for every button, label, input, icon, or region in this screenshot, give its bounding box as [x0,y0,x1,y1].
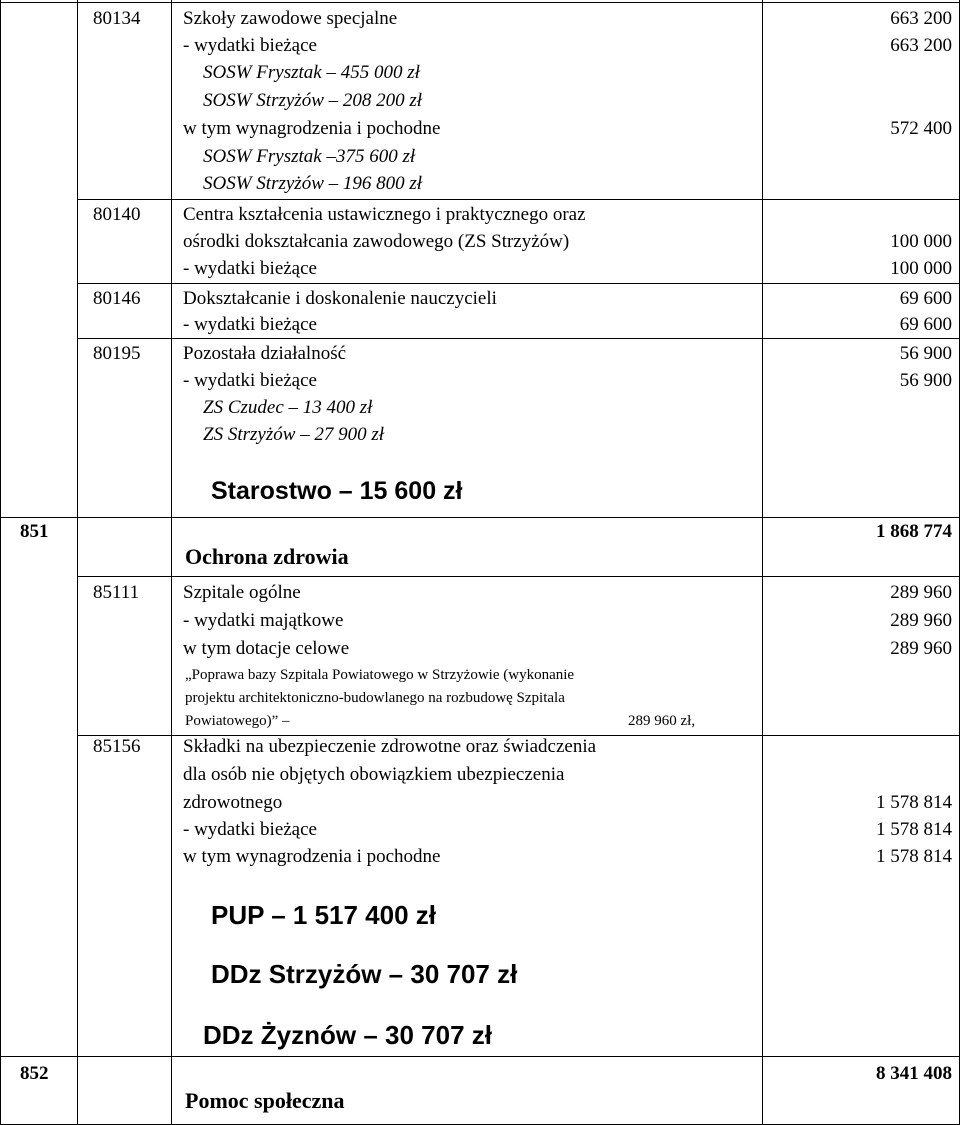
handwritten-note: Starostwo – 15 600 zł [211,477,463,505]
row-line: w tym wynagrodzenia i pochodne [183,118,441,139]
row-title-cont: ośrodki dokształcania zawodowego (ZS Strzyżów) [183,231,570,252]
amount-current: 100 000 [890,258,952,279]
row-line: - wydatki majątkowe [183,610,344,631]
division-amount: 1 868 774 [876,521,952,542]
row-divider [0,1056,960,1057]
column-divider-section [77,0,78,1125]
row-line: SOSW Frysztak –375 600 zł [203,146,416,167]
row-title-cont: dla osób nie objętych obowiązkiem ubezpieczenia [183,764,565,785]
section-code: 80140 [93,204,141,225]
row-line: - wydatki bieżące [183,819,317,840]
row-title-cont: zdrowotnego [183,792,283,813]
amount-wages: 572 400 [890,118,952,139]
section-code: 85156 [93,736,141,757]
handwritten-note: DDz Żyznów – 30 707 zł [203,1020,492,1050]
row-title: Składki na ubezpieczenie zdrowotne oraz świadczenia [183,736,597,757]
amount-total: 100 000 [890,231,952,252]
section-code: 80134 [93,8,141,29]
division-code: 852 [20,1063,49,1084]
row-line: SOSW Frysztak – 455 000 zł [203,62,420,83]
row-line: - wydatki bieżące [183,258,317,279]
amount-total: 56 900 [899,343,952,364]
column-divider-description [171,0,172,1125]
section-code: 80195 [93,343,141,364]
table-border-left [0,0,1,1125]
row-title: Szpitale ogólne [183,582,301,603]
amount-total: 663 200 [890,8,952,29]
row-divider [0,2,960,3]
amount-wages: 1 578 814 [876,846,952,867]
amount-current: 56 900 [899,370,952,391]
amount-current: 1 578 814 [876,819,952,840]
handwritten-note: PUP – 1 517 400 zł [211,900,437,930]
row-line: w tym dotacje celowe [183,638,350,659]
task-note: projektu architektoniczno-budowlanego na rozbudowę Szpitala [185,690,565,706]
amount-capital: 289 960 [890,610,952,631]
row-line: ZS Strzyżów – 27 900 zł [203,424,385,445]
column-divider-amount [762,0,763,1125]
row-line: SOSW Strzyżów – 196 800 zł [203,173,423,194]
division-amount: 8 341 408 [876,1063,952,1084]
division-title: Ochrona zdrowia [185,544,349,569]
amount-total: 1 578 814 [876,792,952,813]
row-line: - wydatki bieżące [183,314,317,335]
row-line: ZS Czudec – 13 400 zł [203,397,373,418]
row-line: SOSW Strzyżów – 208 200 zł [203,90,423,111]
amount-total: 289 960 [890,582,952,603]
row-divider [77,199,960,200]
amount-current: 69 600 [899,314,952,335]
row-divider [77,283,960,284]
section-code: 85111 [93,582,140,603]
row-line: - wydatki bieżące [183,35,317,56]
section-code: 80146 [93,288,141,309]
row-line: - wydatki bieżące [183,370,317,391]
division-code: 851 [20,521,49,542]
task-note: Powiatowego)” – [185,713,290,729]
task-note: „Poprawa bazy Szpitala Powiatowego w Strzyżowie (wykonanie [185,667,575,683]
amount-current: 663 200 [890,35,952,56]
handwritten-note: DDz Strzyżów – 30 707 zł [211,959,518,989]
row-title: Centra kształcenia ustawicznego i praktycznego oraz [183,204,586,225]
row-title: Dokształcanie i doskonalenie nauczycieli [183,288,497,309]
task-note-amount: 289 960 zł, [628,713,696,729]
amount-grants: 289 960 [890,638,952,659]
row-title: Szkoły zawodowe specjalne [183,8,398,29]
row-divider [0,517,960,518]
row-divider [77,338,960,339]
row-divider [77,576,960,577]
row-line: w tym wynagrodzenia i pochodne [183,846,441,867]
row-title: Pozostała działalność [183,343,347,364]
division-title: Pomoc społeczna [185,1088,345,1113]
amount-total: 69 600 [899,288,952,309]
